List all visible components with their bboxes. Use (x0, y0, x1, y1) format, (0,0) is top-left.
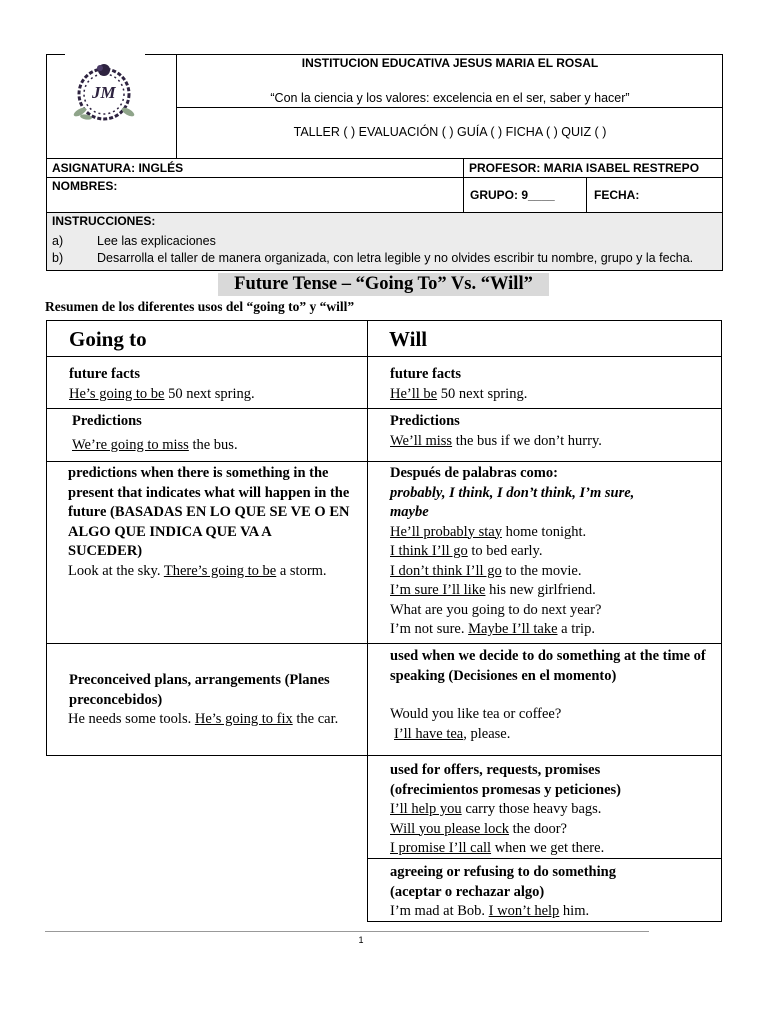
example-underlined: He’ll be (390, 385, 438, 402)
row5-will-line: (ofrecimientos promesas y peticiones) (390, 781, 622, 798)
example-rest: the car. (292, 711, 339, 727)
row3-will-example (390, 523, 634, 543)
row1-going-to-example (69, 385, 255, 405)
example-rest: to bed early. (467, 543, 543, 559)
header-hline (176, 107, 723, 108)
table-line (46, 320, 722, 321)
school-motto: “Con la ciencia y los valores: excelencia en el ser, saber y hacer” (270, 91, 630, 105)
instruction-text-b: Desarrolla el taller de manera organizada, con letra legible y no olvides escribir tu nombre, grupo y la fecha. (97, 251, 694, 265)
row4-going-to-example-cell (68, 710, 338, 730)
example-rest: a trip. (557, 621, 595, 637)
row3-will-title: Después de palabras como: (390, 465, 558, 481)
example-underlined: Maybe I’ll take (468, 621, 558, 637)
document-type-options: TALLER ( ) EVALUACIÓN ( ) GUÍA ( ) FICHA ( ) QUIZ ( ) (293, 125, 607, 139)
row4-going-to-line: Preconceived plans, arrangements (Planes (69, 672, 330, 688)
row1-going-to-cell (69, 365, 255, 404)
row2-going-to-example (72, 436, 238, 456)
row5-will-line: used for offers, requests, promises (390, 762, 601, 778)
row4-going-to-line: preconcebidos) (69, 691, 163, 708)
row1-will-title: future facts (390, 366, 462, 382)
instruction-text-a: Lee las explicaciones (97, 234, 216, 248)
example-underlined: There’s going to be (163, 562, 277, 579)
row3-will-example (390, 542, 634, 562)
info-vline-date (586, 178, 587, 213)
example-prefix: He needs some tools. (68, 711, 195, 727)
row3-will-keywords: probably, I think, I don’t think, I’m sure, (390, 484, 635, 501)
example-rest: 50 next spring. (164, 385, 255, 402)
instruction-marker-b: b) (52, 251, 64, 265)
row3-going-to-example (68, 562, 349, 582)
table-line (721, 320, 722, 922)
table-line (367, 320, 368, 922)
row2-going-to-title: Predictions (72, 413, 142, 429)
example-underlined: I won’t help (488, 903, 560, 919)
example-underlined: He’ll probably stay (390, 523, 502, 540)
example-underlined: I think I’ll go (390, 543, 468, 559)
document-title: Future Tense – “Going To” Vs. “Will” (218, 273, 549, 296)
example-underlined: I’m sure I’ll like (390, 582, 486, 598)
example-rest: him. (559, 903, 590, 919)
row4-will-example (390, 725, 706, 745)
row4-will-example: Would you like tea or coffee? (390, 706, 562, 722)
names-label: NOMBRES: (52, 179, 118, 193)
table-line (46, 755, 722, 756)
document-subtitle: Resumen de los diferentes usos del “going to” y “will” (45, 299, 355, 314)
row3-will-keywords: maybe (390, 504, 429, 520)
example-underlined: I’ll help you (390, 801, 462, 817)
row2-going-to-cell (72, 412, 238, 455)
example-prefix: I’m not sure. (390, 621, 469, 637)
column-header-will: Will (389, 327, 428, 351)
row3-will-example: What are you going to do next year? (390, 601, 602, 618)
row3-will-example (390, 620, 634, 640)
row3-will-example (390, 562, 634, 582)
row4-will-line: speaking (Decisiones en el momento) (390, 667, 617, 684)
example-rest: the bus if we don’t hurry. (452, 432, 602, 449)
example-underlined: He’s going to fix (194, 711, 293, 727)
example-rest: his new girlfriend. (485, 582, 596, 598)
example-underlined: I promise I’ll call (390, 840, 492, 856)
example-underlined: Will you please lock (390, 820, 510, 837)
row1-will-cell (390, 365, 527, 404)
row6-will-cell (390, 863, 616, 922)
row1-going-to-title: future facts (69, 366, 141, 382)
example-underlined: I don’t think I’ll go (390, 562, 502, 579)
row4-going-to-cell (69, 671, 330, 710)
example-underlined: We’re going to miss (72, 436, 189, 453)
logo-monogram: JM (92, 83, 116, 102)
row5-will-example (390, 839, 621, 859)
row6-will-line: agreeing or refusing to do something (390, 864, 616, 880)
subject-label: ASIGNATURA: INGLÉS (52, 161, 184, 175)
example-rest: , please. (463, 725, 511, 742)
example-rest: to the movie. (501, 562, 582, 579)
table-line (46, 320, 47, 756)
row5-will-cell (390, 761, 621, 859)
row3-going-to-line: SUCEDER) (68, 543, 143, 559)
table-line (46, 408, 722, 409)
row6-will-example (390, 902, 616, 922)
example-rest: 50 next spring. (437, 385, 528, 402)
info-vline-teacher (463, 159, 464, 213)
instruction-marker-a: a) (52, 234, 64, 248)
row3-going-to-line: predictions when there is something in the (68, 465, 329, 481)
example-rest: home tonight. (501, 523, 587, 540)
example-rest: carry those heavy bags. (461, 801, 602, 817)
row3-going-to-line: present that indicates what will happen in the (68, 484, 350, 501)
row3-will-cell (390, 464, 634, 640)
info-hline (46, 177, 723, 178)
row1-will-example (390, 385, 527, 405)
example-underlined: He’s going to be (69, 385, 165, 402)
table-line (46, 643, 722, 644)
row2-will-example (390, 432, 602, 452)
row6-will-line: (aceptar o rechazar algo) (390, 883, 545, 900)
row4-will-line: used when we decide to do something at the time of (390, 648, 706, 664)
school-name: INSTITUCION EDUCATIVA JESUS MARIA EL ROSAL (301, 56, 599, 70)
teacher-label: PROFESOR: MARIA ISABEL RESTREPO (469, 161, 700, 175)
column-header-going-to: Going to (69, 327, 147, 351)
example-rest: the bus. (188, 436, 238, 453)
row3-going-to-cell (68, 464, 349, 581)
example-rest: a storm. (276, 562, 327, 579)
date-label: FECHA: (594, 188, 640, 202)
group-label: GRUPO: 9____ (470, 188, 555, 202)
row5-will-example (390, 800, 621, 820)
row4-going-to-example (68, 710, 338, 730)
example-underlined: We’ll miss (390, 432, 453, 449)
row3-will-example (390, 581, 634, 601)
header-border-gap (65, 53, 145, 56)
row4-will-cell (390, 647, 706, 744)
row5-will-example (390, 820, 621, 840)
footer-rule (45, 931, 649, 932)
table-line (46, 356, 722, 357)
example-prefix: Look at the sky. (68, 562, 164, 579)
example-rest: when we get there. (491, 840, 605, 856)
example-rest: the door? (509, 820, 567, 837)
table-line (46, 461, 722, 462)
example-underlined: I’ll have tea (394, 725, 464, 742)
instructions-title: INSTRUCCIONES: (52, 214, 156, 228)
row2-will-title: Predictions (390, 413, 460, 429)
row3-going-to-line: ALGO QUE INDICA QUE VA A (68, 523, 272, 540)
page-number: 1 (358, 935, 364, 945)
example-prefix: I’m mad at Bob. (390, 903, 489, 919)
row2-will-cell (390, 412, 602, 451)
row3-going-to-line: future (BASADAS EN LO QUE SE VE O EN (68, 504, 350, 520)
